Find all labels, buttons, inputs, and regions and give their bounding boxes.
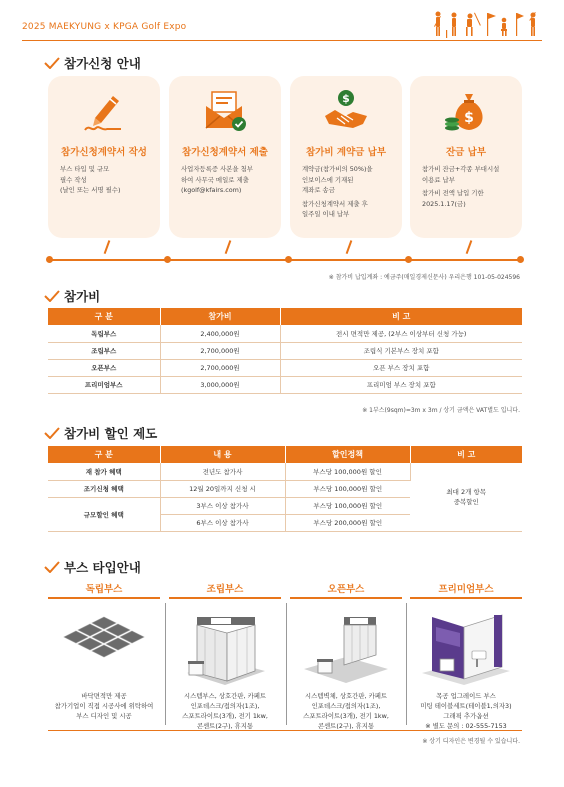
- fee-cell: 전시 면적만 제공, (2부스 이상부터 신청 가능): [280, 325, 522, 342]
- assembled-booth-image: [175, 603, 275, 687]
- timeline-dot: [46, 256, 53, 263]
- page-header: [22, 10, 542, 40]
- timeline-marker: [466, 240, 472, 254]
- booth-header-premium: 프리미엄부스: [410, 581, 522, 599]
- discount-section-title: [44, 424, 157, 442]
- step-4-line: 참가비 전액 납입 기한: [422, 189, 484, 197]
- fee-header-fee: 참가비: [160, 308, 280, 325]
- money-bag-icon: [443, 88, 489, 134]
- discount-header-content: 내 용: [160, 446, 285, 463]
- open-booth-image: [296, 603, 396, 687]
- step-4-desc: [422, 164, 516, 209]
- step-1-line: 부스 타입 및 규모: [60, 165, 110, 173]
- fee-cell: 오픈부스: [48, 359, 160, 376]
- fee-table: [48, 308, 522, 394]
- discount-header-policy: 할인정책: [285, 446, 410, 463]
- fee-cell: 독립부스: [48, 325, 160, 342]
- booth-desc-line: 콘센트(2구), 휴지통: [196, 722, 254, 730]
- booth-premium: [410, 603, 522, 730]
- discount-title-text: 참가비 할인 제도: [64, 426, 158, 441]
- step-2-line: 하여 사무국 메일로 제출: [181, 175, 249, 184]
- timeline-dot: [517, 256, 524, 263]
- step-3-line: 참가신청계약서 제출 후: [302, 199, 368, 208]
- discount-cell: 전년도 참가사: [160, 463, 285, 480]
- step-4-line: 참가비 잔금+각종 부대시설: [422, 165, 500, 173]
- header-title: 2025 MAEKYUNG x KPGA Golf Expo: [22, 22, 187, 32]
- discount-cell: 3부스 이상 참가사: [160, 497, 285, 514]
- discount-cell: 부스당 200,000원 할인: [285, 514, 410, 531]
- fee-cell: 2,700,000원: [160, 342, 280, 359]
- fee-header-remark: 비 고: [280, 308, 522, 325]
- booth-desc-line: 그래픽 추가옵션: [443, 712, 489, 720]
- booth-header-open: 오픈부스: [290, 581, 402, 599]
- booth-desc-line: 스포트라이트(3개), 전기 1kw,: [182, 712, 268, 720]
- discount-cell: 6부스 이상 참가사: [160, 514, 285, 531]
- step-1-line: 필수 작성: [60, 175, 87, 184]
- fee-section-title: [44, 287, 100, 305]
- table-row: [48, 342, 522, 359]
- remark-line: 중복할인: [453, 497, 479, 506]
- discount-header-category: 구 분: [48, 446, 160, 463]
- step-3-desc: [302, 164, 396, 220]
- fee-cell: 조립부스: [48, 342, 160, 359]
- fee-cell: 2,700,000원: [160, 359, 280, 376]
- check-icon: [44, 57, 60, 69]
- golfer-figures-icon: [432, 10, 542, 38]
- check-icon: [44, 290, 60, 302]
- premium-booth-image: [416, 603, 516, 687]
- discount-cell: 부스당 100,000원 할인: [285, 497, 410, 514]
- step-4-title: 잔금 납부: [445, 147, 486, 158]
- fee-title-text: 참가비: [64, 289, 101, 304]
- booth-open: [290, 603, 402, 730]
- booth-header-assembled: 조립부스: [169, 581, 281, 599]
- step-4-line: 2025.1.17(금): [422, 199, 466, 208]
- discount-cell: 재 참가 혜택: [48, 463, 160, 480]
- pen-signature-icon: [81, 88, 127, 134]
- handshake-money-icon: [323, 88, 369, 134]
- fee-note: ※ 1부스(9sqm)=3m x 3m / 상기 금액은 VAT별도 입니다.: [362, 407, 520, 414]
- step-1-desc: [60, 164, 154, 196]
- booth-list: [48, 603, 522, 730]
- step-card-4: [410, 76, 522, 238]
- svg-text:$: $: [464, 110, 474, 126]
- booth-open-desc: [286, 691, 406, 731]
- fee-cell: 프리미엄 부스 장치 포함: [280, 376, 522, 393]
- fee-cell: 3,000,000원: [160, 376, 280, 393]
- header-divider: [22, 40, 542, 41]
- discount-cell: 부스당 100,000원 할인: [285, 463, 410, 480]
- mail-check-icon: [202, 88, 248, 134]
- discount-cell: 규모할인 혜택: [48, 497, 160, 531]
- timeline-marker: [104, 240, 110, 254]
- booth-desc-line: 인포데스크/접의자(1조),: [190, 702, 260, 710]
- booth-bottom-divider: [48, 730, 522, 731]
- booth-independent-desc: [44, 691, 164, 721]
- step-cards: [48, 76, 522, 242]
- booth-desc-line: 콘센트(2구), 휴지통: [317, 722, 375, 730]
- booth-desc-line: 부스 디자인 및 시공: [76, 712, 132, 720]
- booth-title-text: 부스 타입안내: [64, 560, 141, 575]
- steps-section-title: [44, 54, 141, 72]
- step-4-line: 이용료 납부: [422, 175, 455, 184]
- booth-header-independent: 독립부스: [48, 581, 160, 599]
- steps-title-text: 참가신청 안내: [64, 56, 141, 71]
- step-card-3: [290, 76, 402, 238]
- booth-assembled: [169, 603, 281, 730]
- account-note: ※ 참가비 납입계좌 : 예금주(매일경제신문사) 우리은행 101-05-024596: [328, 274, 520, 281]
- step-2-line: 사업자등록증 사본을 첨부: [181, 165, 253, 173]
- step-2-desc: [181, 164, 275, 196]
- check-icon: [44, 561, 60, 573]
- step-3-line: 인보이스에 기재된: [302, 175, 354, 184]
- timeline-marker: [346, 240, 352, 254]
- timeline-dot: [405, 256, 412, 263]
- booth-desc-line: 시스템부스, 상호간판, 카페트: [183, 692, 267, 700]
- fee-header-category: 구 분: [48, 308, 160, 325]
- table-row: [48, 325, 522, 342]
- svg-text:$: $: [342, 92, 350, 105]
- discount-header-remark: 비 고: [410, 446, 522, 463]
- step-1-line: (날인 또는 서명 필수): [60, 186, 121, 194]
- booth-section-title: [44, 558, 141, 576]
- check-icon: [44, 427, 60, 439]
- booth-assembled-desc: [165, 691, 285, 731]
- discount-cell: 조기신청 혜택: [48, 480, 160, 497]
- booth-headers: [48, 581, 522, 599]
- timeline-marker: [225, 240, 231, 254]
- discount-table-header: [48, 446, 522, 463]
- discount-cell: 12월 20일까지 신청 시: [160, 480, 285, 497]
- fee-cell: 프리미엄부스: [48, 376, 160, 393]
- booth-desc-line: 목공 업그레이드 부스: [436, 692, 496, 700]
- discount-remark: [410, 463, 522, 531]
- booth-desc-line: 인포데스크/접의자(1조),: [311, 702, 381, 710]
- step-1-title: 참가신청계약서 작성: [61, 147, 147, 158]
- booth-desc-line: 스포트라이트(3개), 전기 1kw,: [303, 712, 389, 720]
- step-2-line: (kgolf@kfairs.com): [181, 186, 242, 194]
- booth-note: ※ 상기 디자인은 변경될 수 있습니다.: [422, 738, 520, 745]
- step-3-line: 일주일 이내 납부: [302, 210, 350, 218]
- remark-line: 최대 2개 항목: [446, 487, 487, 496]
- step-2-title: 참가신청계약서 제출: [182, 147, 268, 158]
- timeline-dot: [164, 256, 171, 263]
- table-row: [48, 376, 522, 393]
- booth-premium-desc: [406, 691, 526, 731]
- booth-independent: [48, 603, 160, 725]
- fee-cell: 오픈 부스 장치 포함: [280, 359, 522, 376]
- discount-table: [48, 446, 522, 532]
- step-3-line: 계좌로 송금: [302, 186, 335, 194]
- table-row: [48, 359, 522, 376]
- booth-desc-line: 바닥면적만 제공: [81, 692, 127, 700]
- steps-timeline: [48, 248, 522, 268]
- booth-desc-line: ※ 별도 문의 : 02-555-7153: [425, 722, 507, 730]
- step-card-2: [169, 76, 281, 238]
- fee-cell: 조립식 기본부스 장치 포함: [280, 342, 522, 359]
- step-3-line: 계약금(참가비의 50%)을: [302, 165, 373, 173]
- booth-desc-line: 미팅 테이블세트(테이블1,의자3): [420, 702, 512, 710]
- discount-cell: 부스당 100,000원 할인: [285, 480, 410, 497]
- step-card-1: [48, 76, 160, 238]
- booth-desc-line: 시스템벽체, 상호간판, 카페트: [304, 692, 388, 700]
- step-3-title: 참가비 계약금 납부: [305, 147, 387, 158]
- floor-space-image: [54, 603, 154, 687]
- booth-desc-line: 참가기업이 직접 시공사에 위탁하여: [54, 702, 154, 710]
- fee-cell: 2,400,000원: [160, 325, 280, 342]
- fee-table-header: [48, 308, 522, 325]
- timeline-dot: [285, 256, 292, 263]
- table-row: [48, 463, 522, 480]
